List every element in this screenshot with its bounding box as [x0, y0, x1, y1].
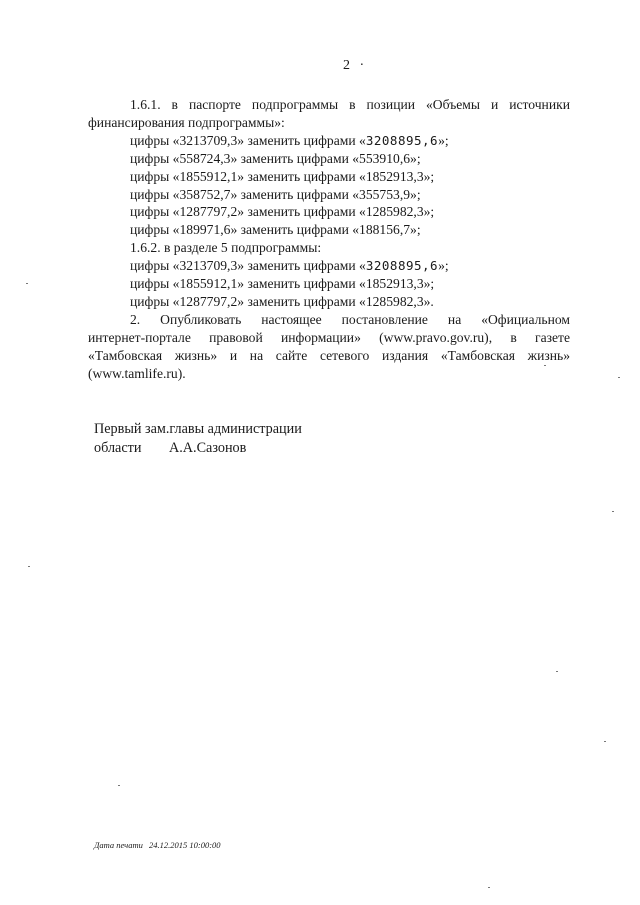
para-1-6-2-heading: 1.6.2. в разделе 5 подпрограммы:: [130, 240, 322, 255]
signatory-region: области: [94, 440, 142, 456]
replacement-line: цифры «358752,7» заменить цифрами «355753,9»;: [130, 187, 421, 202]
print-date-label: Дата печати: [94, 840, 143, 850]
scan-speck: [612, 511, 614, 512]
page-number-mark: ·: [359, 58, 365, 73]
replacement-line: цифры «1855912,1» заменить цифрами «1852913,3»;: [130, 169, 435, 184]
replacement-suffix: »;: [438, 258, 449, 273]
replacement-line: [130, 132, 449, 150]
signatory-line-2: [94, 439, 246, 458]
scan-speck: [28, 566, 30, 567]
replacement-text: цифры «3213709,3» заменить цифрами «: [130, 258, 366, 273]
scan-speck: [118, 785, 120, 786]
print-date-footer: [94, 840, 221, 850]
signatory-position: Первый зам.главы администрации: [94, 421, 302, 437]
para-1-6-1-line-1: 1.6.1. в паспорте подпрограммы в позиции «Объемы и источники: [130, 97, 570, 112]
scan-speck: [26, 283, 28, 284]
replacement-line: цифры «1855912,1» заменить цифрами «1852913,3»;: [130, 276, 435, 291]
print-date-value: 24.12.2015 10:00:00: [149, 840, 221, 850]
replacement-line: цифры «558724,3» заменить цифрами «553910,6»;: [130, 151, 421, 166]
scan-speck: [488, 887, 490, 888]
replacement-line: цифры «1287797,2» заменить цифрами «1285982,3».: [130, 294, 434, 309]
para-2-line-3: «Тамбовская жизнь» и на сайте сетевого издания «Тамбовская жизнь»: [88, 348, 570, 363]
para-2-line-2: интернет-портале правовой информации» (www.pravo.gov.ru), в газете: [88, 330, 570, 345]
replacement-suffix: »;: [438, 133, 449, 148]
replacement-line: цифры «189971,6» заменить цифрами «188156,7»;: [130, 222, 421, 237]
para-2-line-1: 2. Опубликовать настоящее постановление на «Официальном: [130, 312, 570, 327]
scan-speck: [544, 365, 546, 366]
scan-speck: [604, 741, 606, 742]
replacement-line: цифры «1287797,2» заменить цифрами «1285982,3»;: [130, 204, 435, 219]
page-number-value: 2: [343, 58, 350, 73]
handwritten-value: 3208895,6: [365, 133, 439, 148]
handwritten-value: 3208895,6: [365, 258, 439, 273]
para-2-line-4: (www.tamlife.ru).: [88, 366, 186, 381]
scan-speck: [618, 377, 620, 378]
signatory-name: А.А.Сазонов: [168, 440, 247, 456]
scan-speck: [556, 671, 558, 672]
para-1-6-1-line-2: финансирования подпрограммы»:: [88, 115, 285, 130]
replacement-line: [130, 257, 449, 275]
page-number: [343, 58, 364, 74]
replacement-text: цифры «3213709,3» заменить цифрами «: [130, 133, 366, 148]
